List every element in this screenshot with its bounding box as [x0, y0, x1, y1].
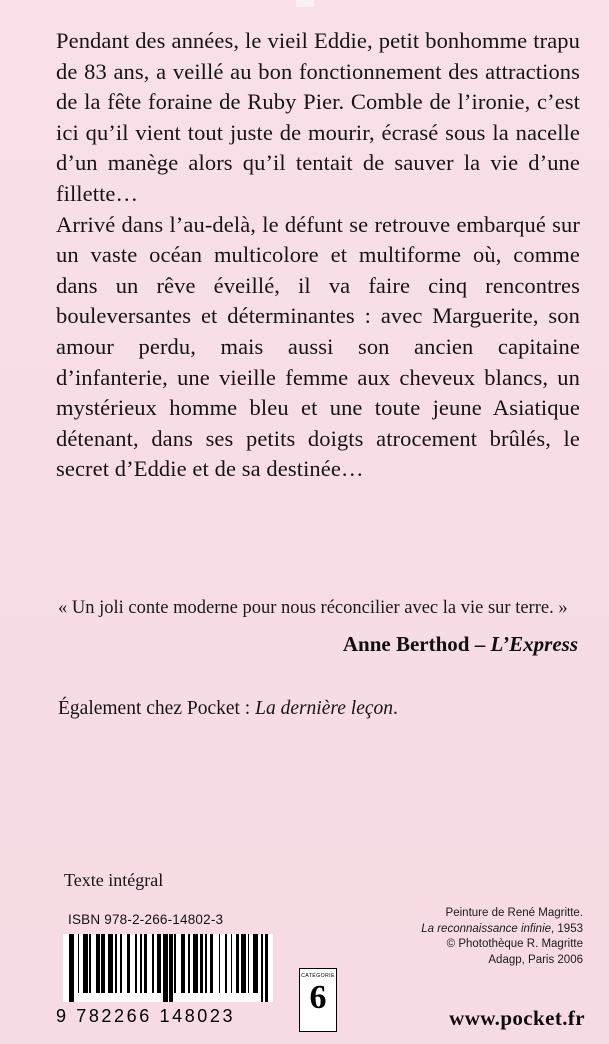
- category-badge-label: CATÉGORIE: [301, 973, 335, 979]
- blurb-paragraph-1: Pendant des années, le vieil Eddie, petit bonhomme trapu de 83 ans, a veillé au bon fonctionnement des attractions de la fête foraine de Ruby Pier. Comble de l’ironie, c’est ici qu’il vient tout juste de mourir, écrasé sous la nacelle d’un manège alors qu’il tentait de sauver la vie d’une fillette…: [56, 28, 580, 206]
- blurb-text: [56, 26, 580, 485]
- cover-credits-line-4: Adagp, Paris 2006: [488, 953, 583, 966]
- press-quote-author: Anne Berthod –: [342, 632, 491, 656]
- barcode: [63, 934, 273, 1012]
- cover-credits-line-3: © Photothèque R. Magritte: [446, 938, 583, 950]
- publisher-url: www.pocket.fr: [449, 1006, 585, 1030]
- barcode-digits: 9 782266 148023: [56, 1006, 236, 1026]
- cover-credits-painting-year: , 1953: [551, 922, 583, 935]
- page-edge-mark: [296, 0, 314, 7]
- cover-credits-painting-title: La reconnaissance infinie: [421, 922, 552, 935]
- press-quote-publication: L’Express: [490, 632, 578, 656]
- category-badge: [299, 968, 337, 1032]
- cover-credits-line-1: Peinture de René Magritte.: [445, 907, 583, 919]
- also-available-title: La dernière leçon: [255, 698, 394, 719]
- press-quote-attribution: [58, 631, 578, 657]
- barcode-bars: [63, 934, 273, 1002]
- edition-note: Texte intégral: [64, 870, 164, 890]
- also-available-prefix: Également chez Pocket :: [58, 698, 256, 719]
- cover-credits-line-2: [353, 922, 583, 938]
- blurb-paragraph-2: Arrivé dans l’au-delà, le défunt se retrouve embarqué sur un vaste océan multicolore et multiforme où, comme dans un rêve éveillé, il va faire cinq rencontres bouleversantes et déterminantes : avec Marguerite, son amour perdu, mais aussi son ancien capitaine d’infanterie, une vieille femme aux cheveux blancs, un mystérieux homme bleu et une toute jeune Asiatique détenant, dans ses petits doigts atrocement brûlés, le secret d’Eddie et de sa destinée…: [56, 211, 580, 482]
- press-quote: [58, 596, 578, 657]
- cover-credits: [353, 906, 583, 968]
- category-badge-number: 6: [309, 979, 327, 1016]
- isbn-text: ISBN 978-2-266-14802-3: [68, 912, 224, 927]
- press-quote-text: « Un joli conte moderne pour nous réconcilier avec la vie sur terre. »: [58, 598, 568, 618]
- also-available-suffix: .: [393, 698, 398, 719]
- also-available-line: [58, 696, 578, 722]
